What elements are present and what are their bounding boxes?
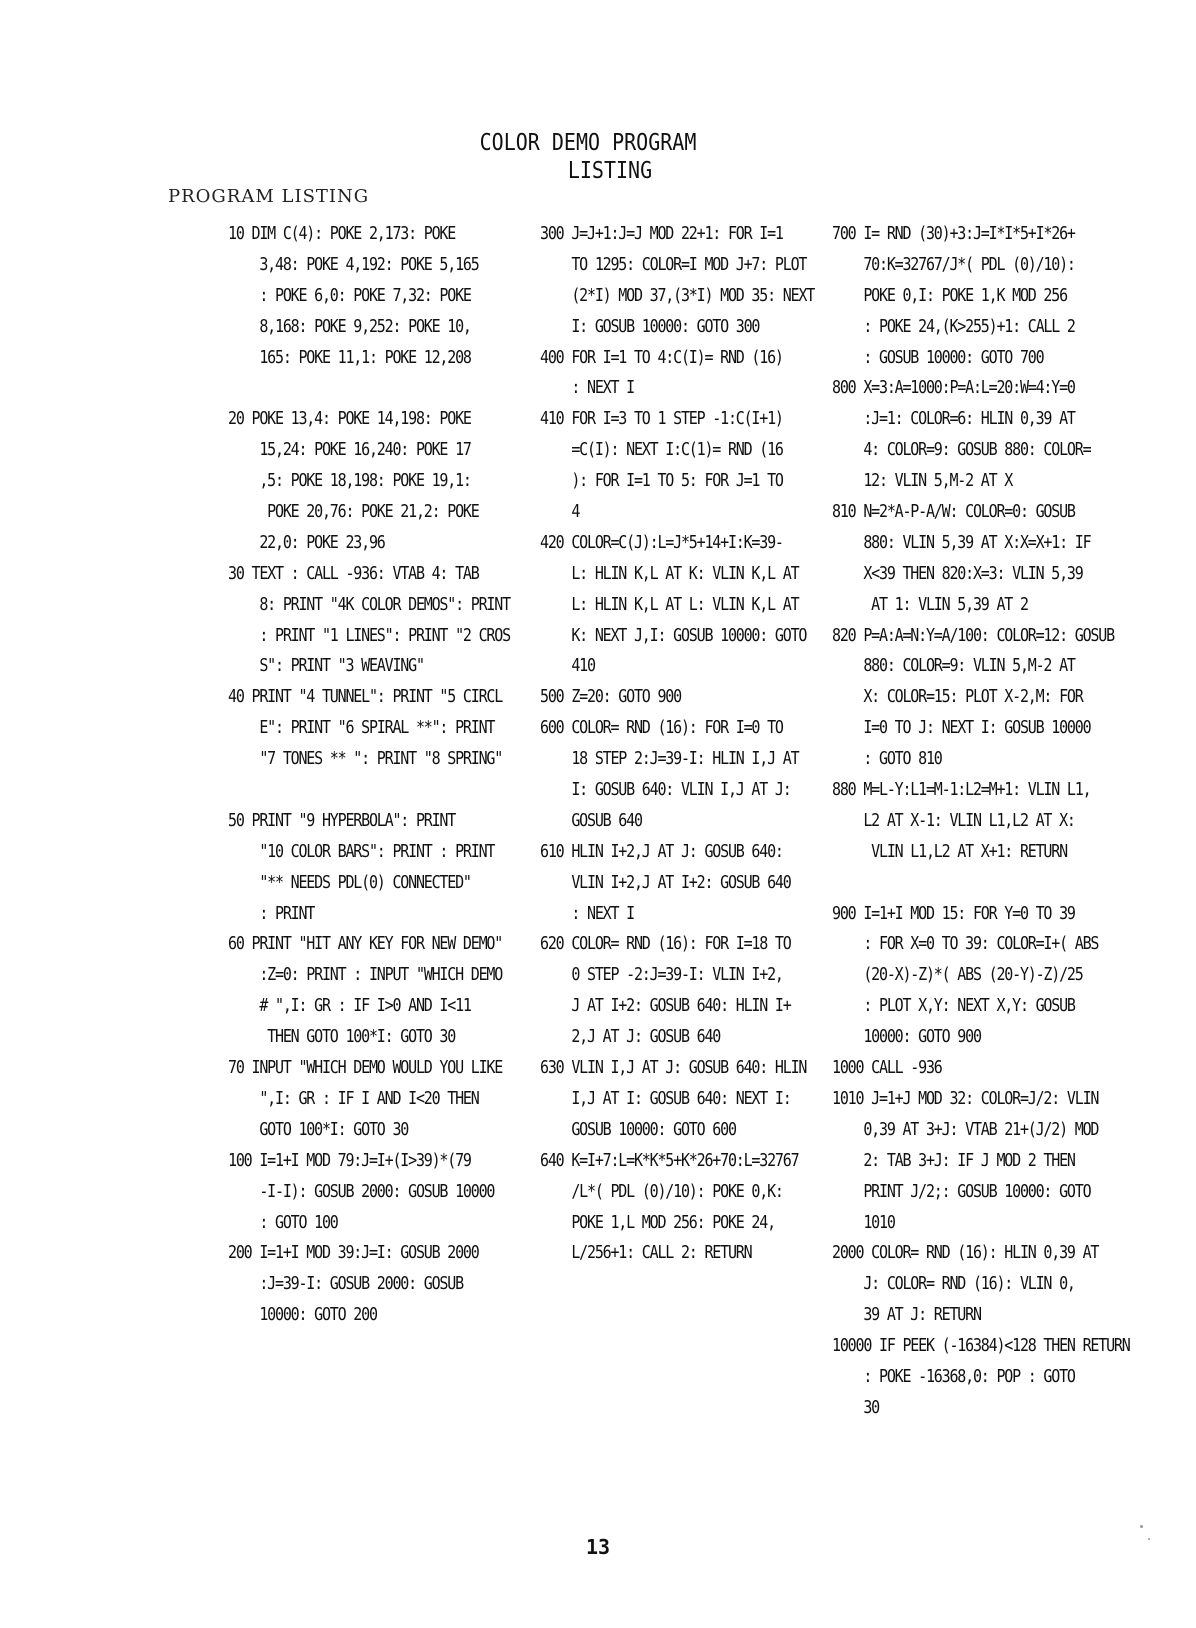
code-line: ): FOR I=1 TO 5: FOR J=1 TO — [540, 469, 783, 491]
code-line: 880: VLIN 5,39 AT X:X=X+1: IF — [832, 531, 1091, 553]
code-line: K: NEXT J,I: GOSUB 10000: GOTO — [540, 623, 807, 646]
code-line: 300 J=J+1:J=J MOD 22+1: FOR I=1 — [540, 222, 783, 244]
code-line: 820 P=A:A=N:Y=A/100: COLOR=12: GOSUB — [832, 623, 1114, 646]
code-line: 400 FOR I=1 TO 4:C(I)= RND (16) — [540, 345, 783, 368]
code-line: 0 STEP -2:J=39-I: VLIN I+2, — [540, 963, 783, 985]
code-line: I: GOSUB 10000: GOTO 300 — [540, 314, 760, 337]
code-line: 1000 CALL -936 — [832, 1056, 942, 1078]
code-line: : GOSUB 10000: GOTO 700 — [832, 345, 1044, 368]
code-line: 22,0: POKE 23,96 — [228, 531, 385, 553]
scan-speck — [1148, 1538, 1150, 1540]
code-line: 100 I=1+I MOD 79:J=I+(I>39)*(79 — [228, 1149, 471, 1171]
code-line: 10000: GOTO 200 — [228, 1303, 377, 1325]
code-line: 60 PRINT "HIT ANY KEY FOR NEW DEMO" — [228, 932, 503, 955]
code-line: : FOR X=0 TO 39: COLOR=I+( ABS — [832, 932, 1099, 955]
code-line: 15,24: POKE 16,240: POKE 17 — [228, 438, 471, 460]
code-line: : POKE 24,(K>255)+1: CALL 2 — [832, 314, 1075, 337]
code-line: PRINT J/2;: GOSUB 10000: GOTO — [832, 1179, 1091, 1202]
page-title: COLOR DEMO PROGRAM — [479, 128, 697, 156]
code-line: : POKE 6,0: POKE 7,32: POKE — [228, 284, 471, 306]
code-line: 610 HLIN I+2,J AT J: GOSUB 640: — [540, 840, 783, 862]
code-line: I,J AT I: GOSUB 640: NEXT I: — [540, 1087, 791, 1109]
blank-line — [832, 867, 1162, 898]
code-line: -I-I): GOSUB 2000: GOSUB 10000 — [228, 1179, 495, 1202]
code-line: "10 COLOR BARS": PRINT : PRINT — [228, 840, 495, 862]
code-line: : NEXT I — [540, 376, 634, 398]
code-line: I=0 TO J: NEXT I: GOSUB 10000 — [832, 716, 1091, 738]
code-line: 10000 IF PEEK (-16384)<128 THEN RETURN — [832, 1334, 1130, 1356]
code-line: /L*( PDL (0)/10): POKE 0,K: — [540, 1179, 783, 1202]
code-line: GOSUB 640 — [540, 809, 642, 831]
code-line: 30 TEXT : CALL -936: VTAB 4: TAB — [228, 562, 479, 584]
code-line: # ",I: GR : IF I>0 AND I<11 — [228, 994, 471, 1016]
code-line: 39 AT J: RETURN — [832, 1303, 981, 1325]
code-line: 900 I=1+I MOD 15: FOR Y=0 TO 39 — [832, 901, 1075, 924]
code-line: 0,39 AT 3+J: VTAB 21+(J/2) MOD — [832, 1118, 1099, 1140]
code-line: TO 1295: COLOR=I MOD J+7: PLOT — [540, 253, 807, 275]
code-line: :J=39-I: GOSUB 2000: GOSUB — [228, 1272, 463, 1294]
code-line: ,5: POKE 18,198: POKE 19,1: — [228, 469, 471, 491]
code-line: GOSUB 10000: GOTO 600 — [540, 1118, 736, 1140]
code-line: POKE 20,76: POKE 21,2: POKE — [228, 500, 479, 522]
code-line: AT 1: VLIN 5,39 AT 2 — [832, 592, 1028, 615]
code-line: 620 COLOR= RND (16): FOR I=18 TO — [540, 932, 791, 955]
scan-speck — [1140, 1525, 1143, 1528]
code-line: 640 K=I+7:L=K*K*5+K*26+70:L=32767 — [540, 1149, 799, 1171]
code-line: : PRINT — [228, 901, 315, 924]
code-line: 40 PRINT "4 TUNNEL": PRINT "5 CIRCL — [228, 685, 503, 707]
code-line: 200 I=1+I MOD 39:J=I: GOSUB 2000 — [228, 1241, 479, 1263]
listing-column-3 — [832, 218, 1162, 1423]
code-line: S": PRINT "3 WEAVING" — [228, 654, 424, 677]
code-line: 410 FOR I=3 TO 1 STEP -1:C(I+1) — [540, 407, 783, 429]
code-line: VLIN I+2,J AT I+2: GOSUB 640 — [540, 871, 791, 893]
code-line: 2000 COLOR= RND (16): HLIN 0,39 AT — [832, 1241, 1099, 1263]
code-line: (20-X)-Z)*( ABS (20-Y)-Z)/25 — [832, 963, 1083, 985]
code-line: 8,168: POKE 9,252: POKE 10, — [228, 314, 471, 337]
code-line: 880: COLOR=9: VLIN 5,M-2 AT — [832, 654, 1075, 677]
code-line: "7 TONES ** ": PRINT "8 SPRING" — [228, 747, 503, 769]
code-line: 165: POKE 11,1: POKE 12,208 — [228, 345, 471, 368]
code-line: :J=1: COLOR=6: HLIN 0,39 AT — [832, 407, 1075, 429]
code-line: 880 M=L-Y:L1=M-1:L2=M+1: VLIN L1, — [832, 778, 1091, 800]
code-line: L2 AT X-1: VLIN L1,L2 AT X: — [832, 809, 1075, 831]
code-line: E": PRINT "6 SPIRAL **": PRINT — [228, 716, 495, 738]
code-line: : PLOT X,Y: NEXT X,Y: GOSUB — [832, 994, 1075, 1016]
code-line: 630 VLIN I,J AT J: GOSUB 640: HLIN — [540, 1056, 807, 1078]
listing-column-1 — [228, 218, 528, 1330]
code-line: 700 I= RND (30)+3:J=I*I*5+I*26+ — [832, 222, 1075, 244]
code-line: VLIN L1,L2 AT X+1: RETURN — [832, 840, 1067, 862]
code-line: L: HLIN K,L AT L: VLIN K,L AT — [540, 592, 799, 615]
code-line: 50 PRINT "9 HYPERBOLA": PRINT — [228, 809, 456, 831]
code-line: 420 COLOR=C(J):L=J*5+14+I:K=39- — [540, 531, 783, 553]
code-line: : POKE -16368,0: POP : GOTO — [832, 1365, 1075, 1387]
code-line: 3,48: POKE 4,192: POKE 5,165 — [228, 253, 479, 275]
code-line: : GOTO 810 — [832, 747, 942, 769]
code-line: "** NEEDS PDL(0) CONNECTED" — [228, 871, 471, 893]
code-line: THEN GOTO 100*I: GOTO 30 — [228, 1025, 456, 1047]
code-line: I: GOSUB 640: VLIN I,J AT J: — [540, 778, 791, 800]
code-line: 800 X=3:A=1000:P=A:L=20:W=4:Y=0 — [832, 376, 1075, 398]
code-line: 8: PRINT "4K COLOR DEMOS": PRINT — [228, 592, 510, 615]
code-line: ",I: GR : IF I AND I<20 THEN — [228, 1087, 479, 1109]
code-line: 70 INPUT "WHICH DEMO WOULD YOU LIKE — [228, 1056, 503, 1078]
code-line: 4: COLOR=9: GOSUB 880: COLOR= — [832, 438, 1091, 460]
code-line: 500 Z=20: GOTO 900 — [540, 685, 681, 707]
code-line: :Z=0: PRINT : INPUT "WHICH DEMO — [228, 963, 503, 985]
page-subtitle: LISTING — [567, 156, 653, 184]
code-line: 600 COLOR= RND (16): FOR I=0 TO — [540, 716, 783, 738]
section-heading: PROGRAM LISTING — [168, 186, 370, 207]
code-line: 12: VLIN 5,M-2 AT X — [832, 469, 1013, 491]
blank-line — [228, 774, 528, 805]
code-line: 70:K=32767/J*( PDL (0)/10): — [832, 253, 1075, 275]
code-line: 2,J AT J: GOSUB 640 — [540, 1025, 721, 1047]
code-line: GOTO 100*I: GOTO 30 — [228, 1118, 409, 1140]
code-line: 10 DIM C(4): POKE 2,173: POKE — [228, 222, 456, 244]
code-line: X<39 THEN 820:X=3: VLIN 5,39 — [832, 562, 1083, 584]
blank-line — [228, 372, 528, 403]
code-line: 10000: GOTO 900 — [832, 1025, 981, 1047]
code-line: 4 — [540, 500, 580, 522]
code-line: =C(I): NEXT I:C(1)= RND (16 — [540, 438, 783, 460]
listing-column-2 — [540, 218, 830, 1268]
code-line: (2*I) MOD 37,(3*I) MOD 35: NEXT — [540, 284, 815, 306]
code-line: : PRINT "1 LINES": PRINT "2 CROS — [228, 623, 510, 646]
code-line: 2: TAB 3+J: IF J MOD 2 THEN — [832, 1149, 1075, 1171]
code-line: 810 N=2*A-P-A/W: COLOR=0: GOSUB — [832, 500, 1075, 522]
code-line: 1010 J=1+J MOD 32: COLOR=J/2: VLIN — [832, 1087, 1099, 1109]
code-line: : NEXT I — [540, 901, 634, 924]
code-line: 30 — [832, 1396, 879, 1418]
page-number: 13 — [585, 1535, 611, 1559]
code-line: L: HLIN K,L AT K: VLIN K,L AT — [540, 562, 799, 584]
code-line: L/256+1: CALL 2: RETURN — [540, 1241, 752, 1263]
code-line: POKE 0,I: POKE 1,K MOD 256 — [832, 284, 1067, 306]
code-line: : GOTO 100 — [228, 1210, 338, 1233]
code-line: J: COLOR= RND (16): VLIN 0, — [832, 1272, 1075, 1294]
code-line: J AT I+2: GOSUB 640: HLIN I+ — [540, 994, 791, 1016]
code-line: 20 POKE 13,4: POKE 14,198: POKE — [228, 407, 471, 429]
code-line: 18 STEP 2:J=39-I: HLIN I,J AT — [540, 747, 799, 769]
code-line: X: COLOR=15: PLOT X-2,M: FOR — [832, 685, 1083, 707]
code-line: 410 — [540, 654, 595, 677]
code-line: POKE 1,L MOD 256: POKE 24, — [540, 1210, 775, 1233]
code-line: 1010 — [832, 1210, 895, 1233]
